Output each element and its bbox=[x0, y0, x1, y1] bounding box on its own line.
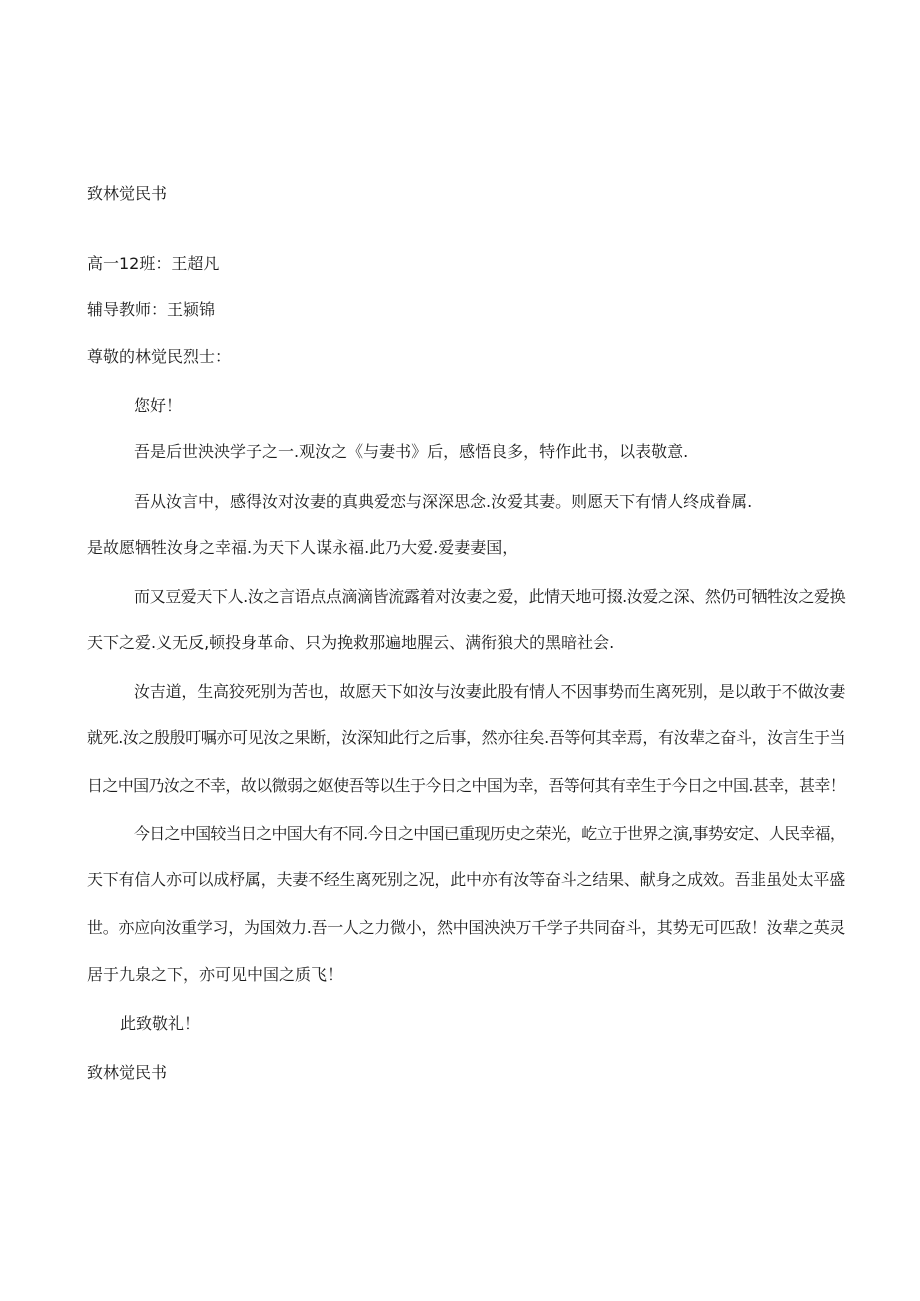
doc-title: 致林觉民书 bbox=[87, 184, 168, 203]
footer-title: 致林觉民书 bbox=[87, 1063, 168, 1082]
paragraph-5-line-2: 天下有信人亦可以成杼属，夫妻不经生离死别之况，此中亦有汝等奋斗之结果、献身之成效。吾韭虽处太平盛 bbox=[87, 870, 846, 889]
paragraph-4-line-2: 就死.汝之殷殷叮嘱亦可见汝之果断，汝深知此行之后事，然亦往矣.吾等何其幸焉，有汝辈之奋斗，汝言生于当 bbox=[87, 728, 846, 747]
paragraph-2-line-1: 吾从汝言中，感得汝对汝妻的真典爱恋与深深思念.汝爱其妻。则愿天下有情人终成眷属. bbox=[134, 492, 753, 511]
paragraph-3-line-1: 而又豆爱天下人.汝之言语点点滴滴皆流露着对汝妻之爱，此情天地可掇.汝爱之深、然仍可牺牲汝之爱换 bbox=[134, 587, 846, 606]
salutation: 尊敬的林觉民烈士： bbox=[87, 347, 232, 366]
paragraph-4-line-1: 汝吉道，生高狡死别为苦也，故愿天下如汝与汝妻此股有情人不因事势而生离死别，是以敢于不做汝妻 bbox=[134, 682, 846, 701]
paragraph-5-line-4: 居于九泉之下，亦可见中国之质飞！ bbox=[87, 965, 344, 984]
paragraph-5-line-3: 世。亦应向汝重学习，为国效力.吾一人之力微小，然中国泱泱万千学子共同奋斗，其势无可匹敌！汝辈之英灵 bbox=[87, 918, 846, 937]
author-line: 高一12班：王超凡 bbox=[87, 254, 220, 273]
paragraph-1: 吾是后世泱泱学子之一.观汝之《与妻书》后，感悟良多，特作此书，以表敬意. bbox=[134, 442, 689, 461]
greeting: 您好！ bbox=[134, 396, 183, 415]
paragraph-3-line-2: 天下之爱.义无反,顿投身革命、只为挽救那遍地腥云、满衔狼犬的黑暗社会. bbox=[87, 633, 615, 652]
teacher-line: 辅导教师：王颍锦 bbox=[87, 300, 216, 319]
paragraph-2-line-2: 是故愿牺牲汝身之幸福.为天下人谋永福.此乃大爱.爱妻妻国， bbox=[87, 538, 519, 557]
paragraph-5-line-1: 今日之中国较当日之中国大有不同.今日之中国已重现历史之荣光，屹立于世界之演,事势安定、人民幸福， bbox=[134, 824, 846, 843]
paragraph-4-line-3: 日之中国乃汝之不幸，故以微弱之妪使吾等以生于今日之中国为幸，吾等何其有幸生于今日之中国.甚幸，甚幸！ bbox=[87, 776, 846, 795]
closing: 此致敬礼！ bbox=[120, 1014, 201, 1033]
